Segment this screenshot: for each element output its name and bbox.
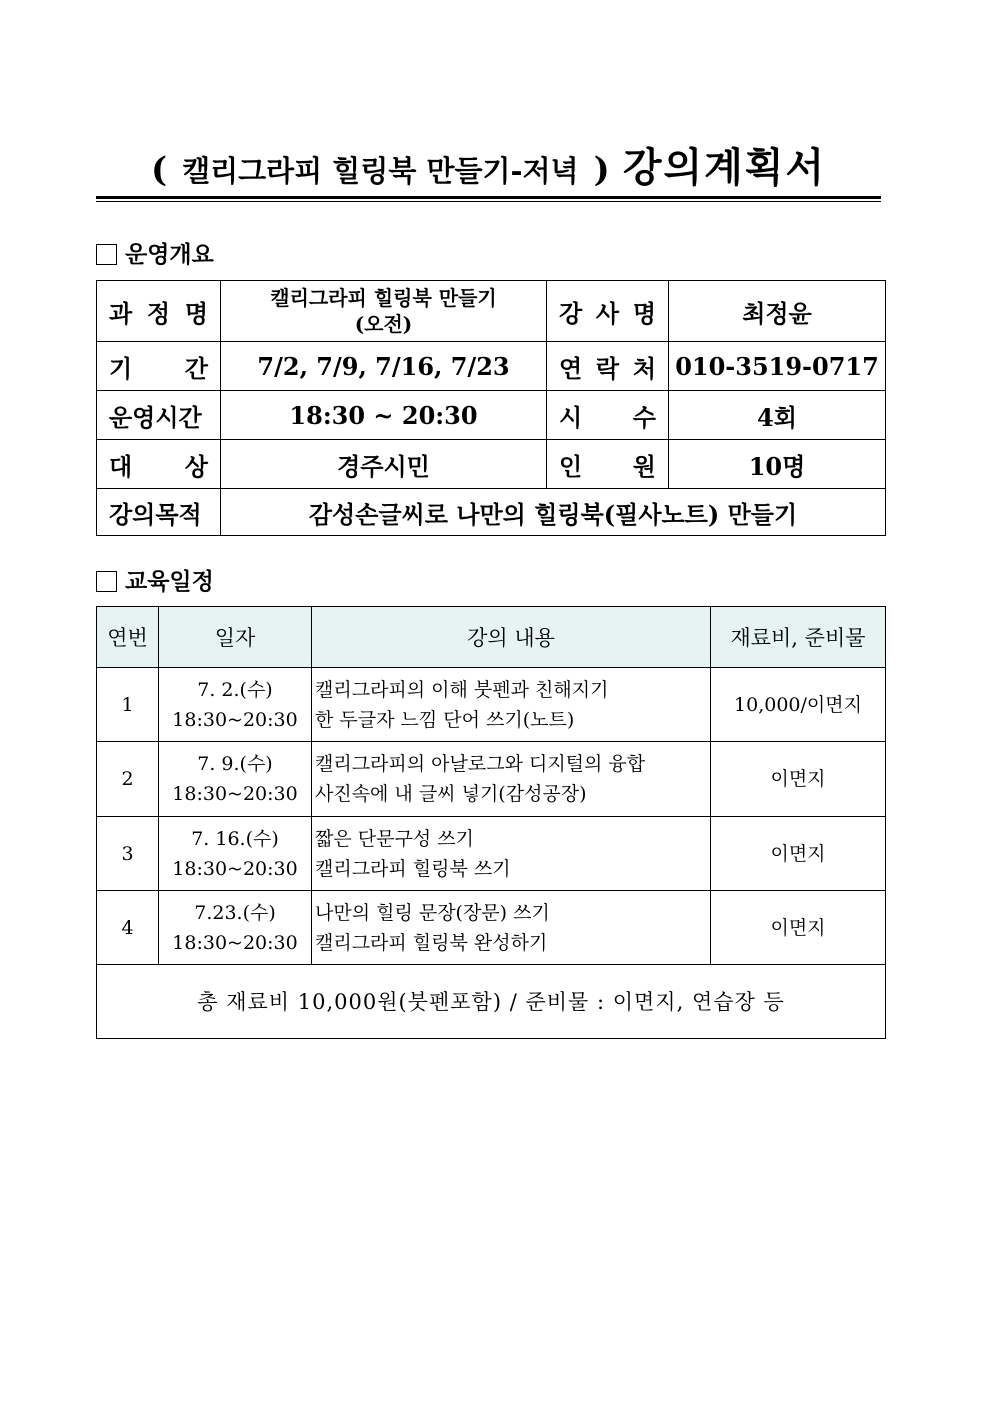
row-date-day: 7. 2.(수) [197, 678, 273, 701]
row-material: 이면지 [711, 817, 886, 891]
table-row [97, 391, 886, 440]
label-course-name: 과 정 명 [97, 281, 221, 342]
table-row [97, 742, 886, 817]
row-number: 4 [97, 891, 159, 965]
checkbox-icon [96, 244, 117, 265]
header-number: 연번 [97, 607, 159, 668]
row-content [312, 668, 711, 742]
row-date-time: 18:30~20:30 [172, 783, 298, 805]
table-row [97, 281, 886, 342]
row-date-time: 18:30~20:30 [172, 857, 298, 880]
title-main: 강의계획서 [622, 144, 827, 191]
label-target: 대 상 [97, 440, 221, 489]
value-instructor: 최정윤 [669, 281, 886, 342]
row-date-day: 7. 16.(수) [191, 827, 279, 850]
checkbox-icon [96, 571, 117, 592]
row-material: 이면지 [711, 891, 886, 965]
title-close-paren: ) [593, 150, 610, 190]
row-number: 2 [97, 742, 159, 817]
value-period: 7/2, 7/9, 7/16, 7/23 [221, 342, 547, 391]
row-content-line2: 한 두글자 느낌 단어 쓰기(노트) [315, 708, 575, 731]
value-course-name-line1: 캘리그라피 힐링북 만들기 [270, 286, 497, 310]
value-capacity: 10명 [669, 440, 886, 489]
overview-table [96, 280, 886, 536]
section-heading-schedule [96, 567, 214, 597]
value-purpose: 감성손글씨로 나만의 힐링북(필사노트) 만들기 [221, 489, 886, 536]
row-date [159, 668, 312, 742]
overview-heading-text: 운영개요 [125, 241, 214, 268]
value-sessions: 4회 [669, 391, 886, 440]
row-content-line1: 캘리그라피의 아날로그와 디지털의 융합 [315, 753, 646, 775]
title-open-paren: ( [150, 150, 168, 190]
value-operating-time: 18:30 ~ 20:30 [221, 391, 547, 440]
row-material: 10,000/이면지 [711, 668, 886, 742]
schedule-table [96, 606, 886, 1039]
label-sessions: 시 수 [547, 391, 669, 440]
section-heading-overview [96, 240, 214, 270]
row-date [159, 742, 312, 817]
title-course-name: 캘리그라피 힐링북 만들기-저녁 [182, 154, 579, 188]
value-contact: 010-3519-0717 [669, 342, 886, 391]
label-instructor: 강 사 명 [547, 281, 669, 342]
label-purpose: 강의목적 [97, 489, 221, 536]
table-row [97, 440, 886, 489]
value-target: 경주시민 [221, 440, 547, 489]
document-title [96, 140, 881, 199]
row-content [312, 742, 711, 817]
table-total-row [97, 965, 886, 1039]
row-number: 1 [97, 668, 159, 742]
row-content-line2: 캘리그라피 힐링북 쓰기 [315, 857, 511, 880]
value-course-name-line2: (오전) [354, 312, 413, 336]
label-operating-time: 운영시간 [97, 391, 221, 440]
row-content [312, 891, 711, 965]
table-row [97, 817, 886, 891]
row-content-line1: 나만의 힐링 문장(장문) 쓰기 [315, 901, 550, 924]
schedule-heading-text: 교육일정 [125, 568, 214, 595]
row-date-day: 7.23.(수) [194, 901, 276, 924]
row-content [312, 817, 711, 891]
label-capacity: 인 원 [547, 440, 669, 489]
title-double-underline [96, 201, 881, 202]
table-row [97, 489, 886, 536]
header-date: 일자 [159, 607, 312, 668]
row-content-line2: 사진속에 내 글씨 넣기(감성공장) [315, 783, 587, 805]
row-date-time: 18:30~20:30 [172, 931, 298, 954]
header-content: 강의 내용 [312, 607, 711, 668]
row-content-line1: 캘리그라피의 이해 붓펜과 친해지기 [315, 678, 609, 701]
row-date [159, 891, 312, 965]
row-date-time: 18:30~20:30 [172, 708, 298, 731]
value-course-name [221, 281, 547, 342]
row-material: 이면지 [711, 742, 886, 817]
row-date [159, 817, 312, 891]
row-date-day: 7. 9.(수) [197, 753, 273, 775]
table-row [97, 891, 886, 965]
label-period: 기 간 [97, 342, 221, 391]
row-content-line2: 캘리그라피 힐링북 완성하기 [315, 931, 548, 954]
table-header-row [97, 607, 886, 668]
row-number: 3 [97, 817, 159, 891]
table-row [97, 342, 886, 391]
row-content-line1: 짧은 단문구성 쓰기 [315, 827, 474, 850]
label-contact: 연 락 처 [547, 342, 669, 391]
total-materials: 총 재료비 10,000원(붓펜포함) / 준비물 : 이면지, 연습장 등 [97, 965, 886, 1039]
table-row [97, 668, 886, 742]
header-materials: 재료비, 준비물 [711, 607, 886, 668]
